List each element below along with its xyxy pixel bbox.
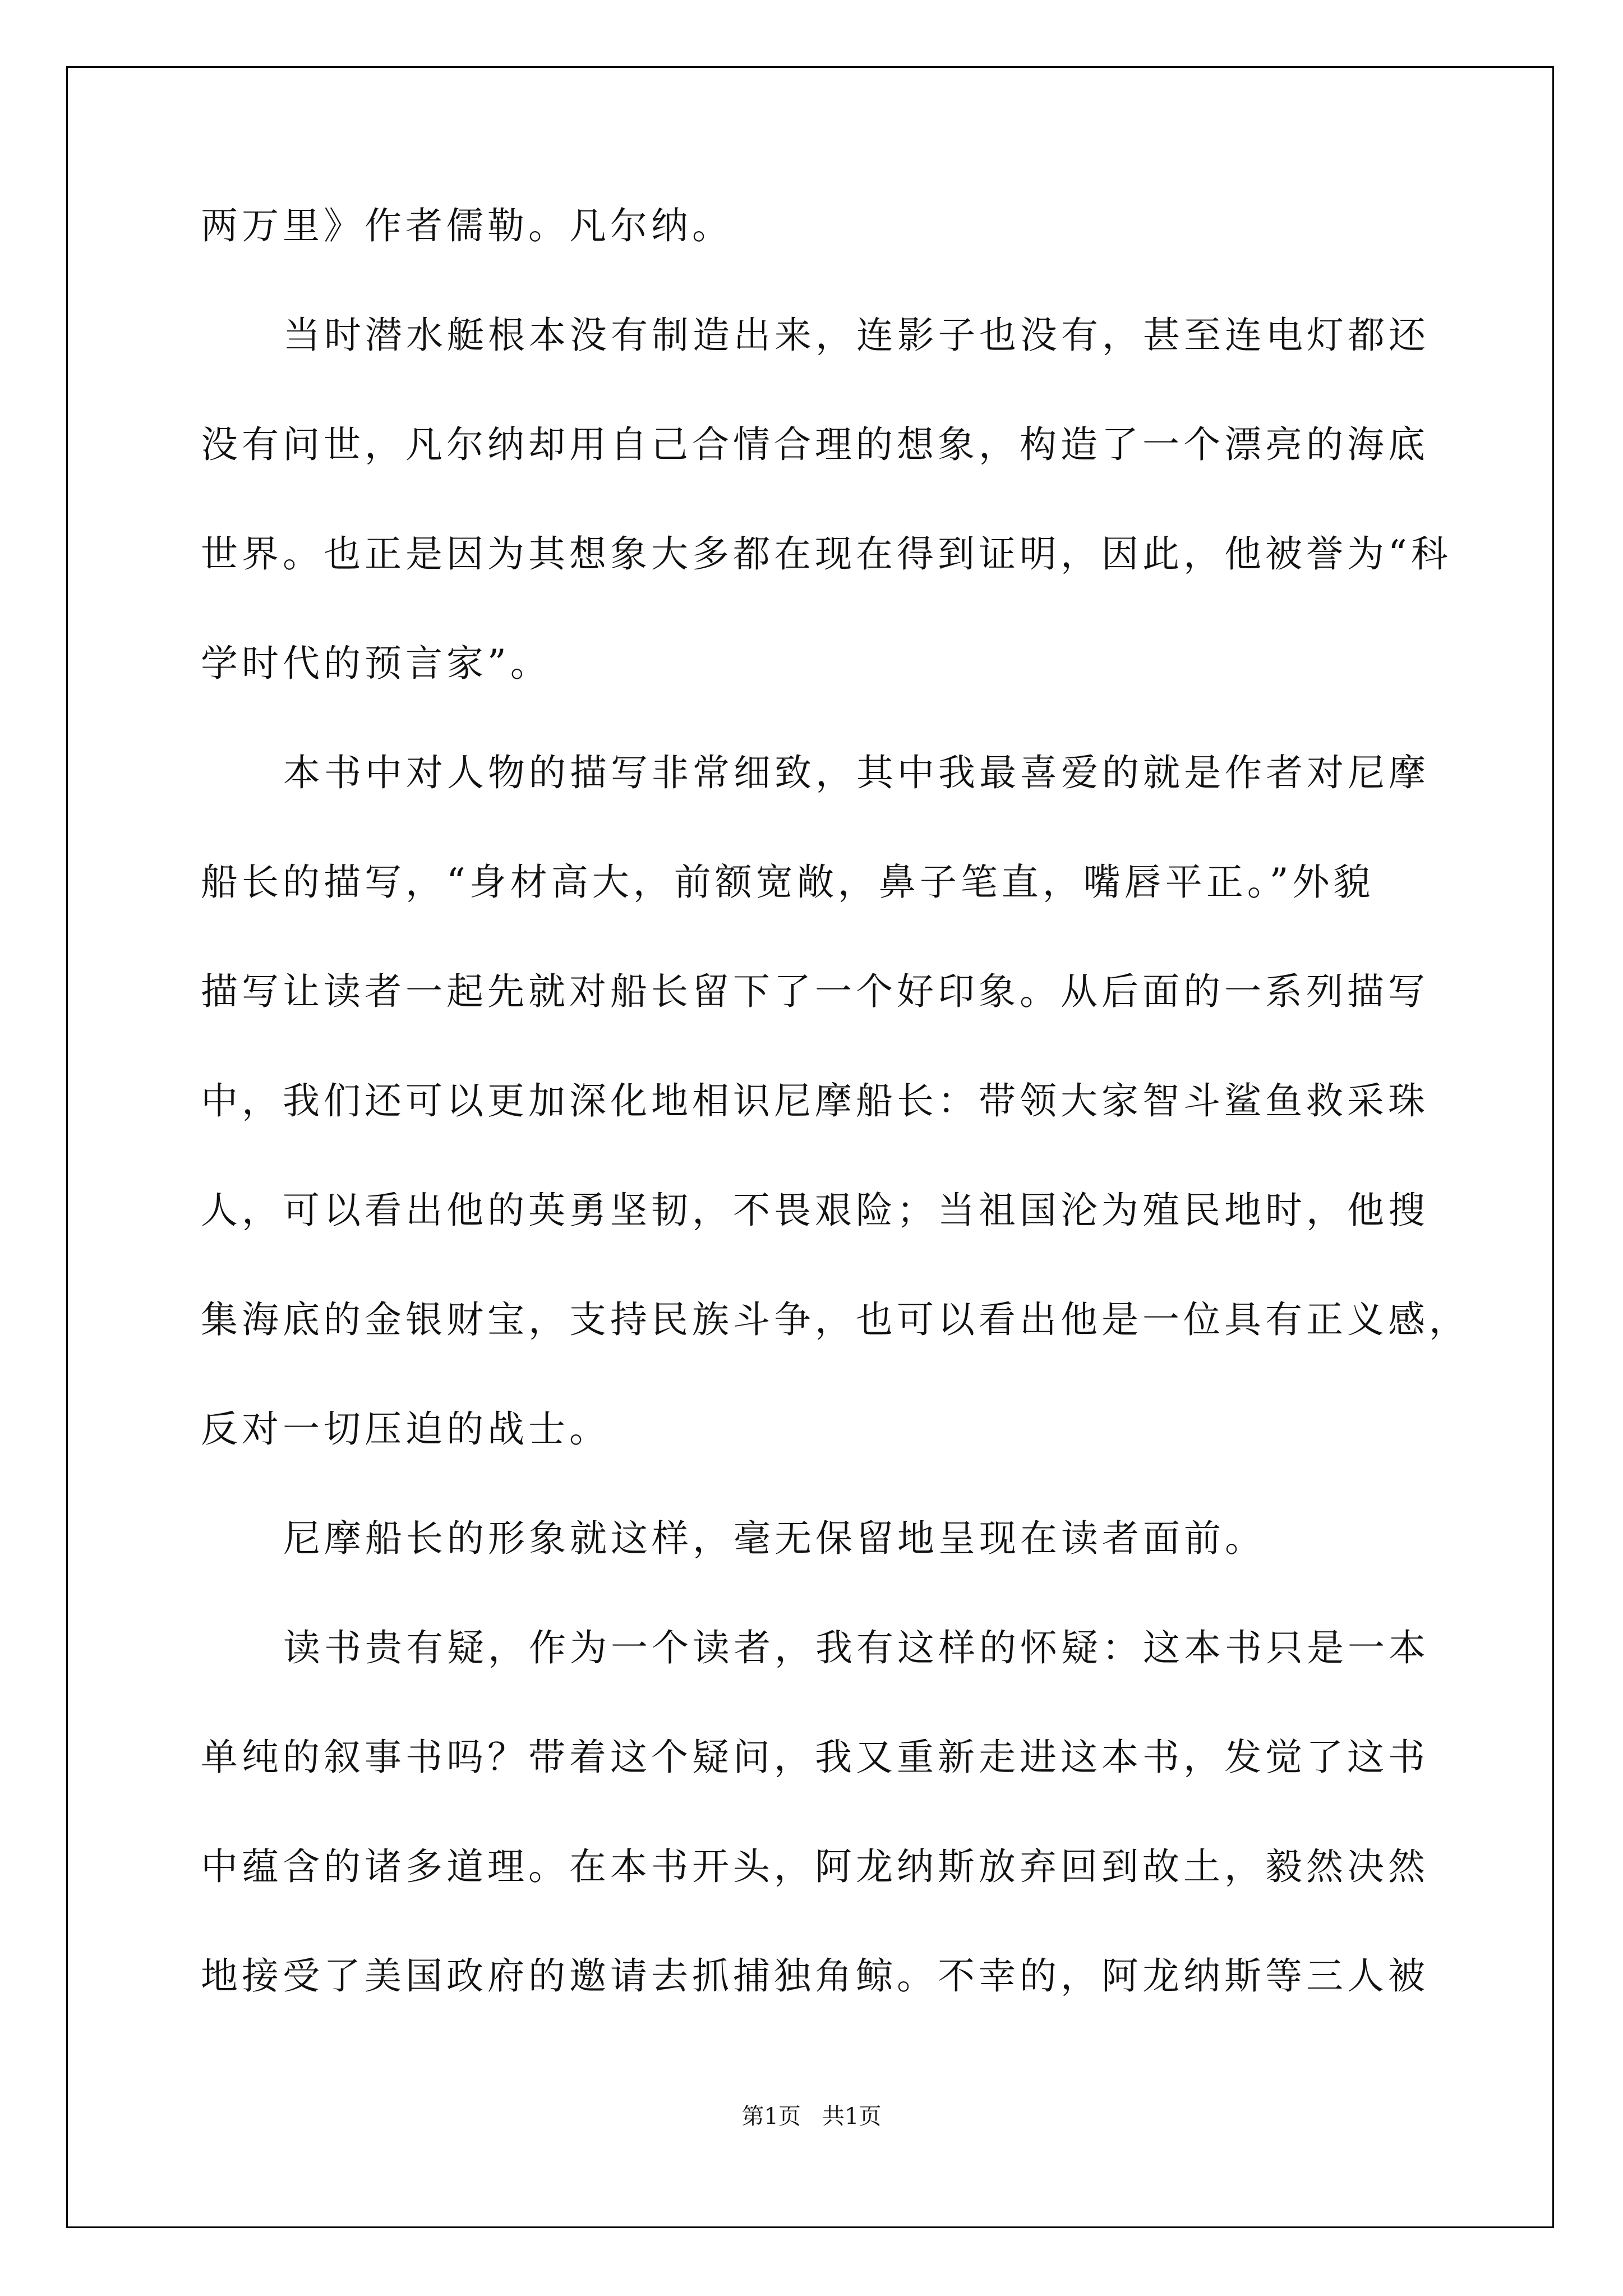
- text-line: 地接受了美国政府的邀请去抓捕独角鲸。不幸的，阿龙纳斯等三人被: [201, 1954, 1429, 1998]
- text-line: 反对一切压迫的战士。: [201, 1407, 610, 1451]
- text-line: 读书贵有疑，作为一个读者，我有这样的怀疑：这本书只是一本: [283, 1626, 1430, 1669]
- text-line: 没有问世，凡尔纳却用自己合情合理的想象，构造了一个漂亮的海底: [201, 423, 1429, 466]
- page-border: [66, 66, 1554, 2228]
- text-line: 尼摩船长的形象就这样，毫无保留地呈现在读者面前。: [283, 1517, 1266, 1560]
- text-line: 船长的描写，“身材高大，前额宽敞，鼻子笔直，嘴唇平正。”外貌: [201, 861, 1375, 904]
- text-line: 中蕴含的诸多道理。在本书开头，阿龙纳斯放弃回到故土，毅然决然: [201, 1845, 1429, 1888]
- text-line: 人，可以看出他的英勇坚韧，不畏艰险；当祖国沦为殖民地时，他搜: [201, 1189, 1429, 1232]
- text-line: 单纯的叙事书吗？带着这个疑问，我又重新走进这本书，发觉了这书: [201, 1736, 1429, 1779]
- text-line: 本书中对人物的描写非常细致，其中我最喜爱的就是作者对尼摩: [283, 751, 1430, 794]
- text-line: 描写让读者一起先就对船长留下了一个好印象。从后面的一系列描写: [201, 970, 1429, 1013]
- text-line: 当时潜水艇根本没有制造出来，连影子也没有，甚至连电灯都还: [283, 314, 1430, 357]
- text-line: 两万里》作者儒勒。凡尔纳。: [201, 204, 733, 247]
- text-line: 世界。也正是因为其想象大多都在现在得到证明，因此，他被誉为“科: [201, 532, 1452, 576]
- page-footer: 第1页 共1页: [741, 2104, 882, 2129]
- text-line: 集海底的金银财宝，支持民族斗争，也可以看出他是一位具有正义感，: [201, 1298, 1470, 1341]
- text-line: 中，我们还可以更加深化地相识尼摩船长：带领大家智斗鲨鱼救采珠: [201, 1079, 1429, 1122]
- text-line: 学时代的预言家”。: [201, 642, 551, 685]
